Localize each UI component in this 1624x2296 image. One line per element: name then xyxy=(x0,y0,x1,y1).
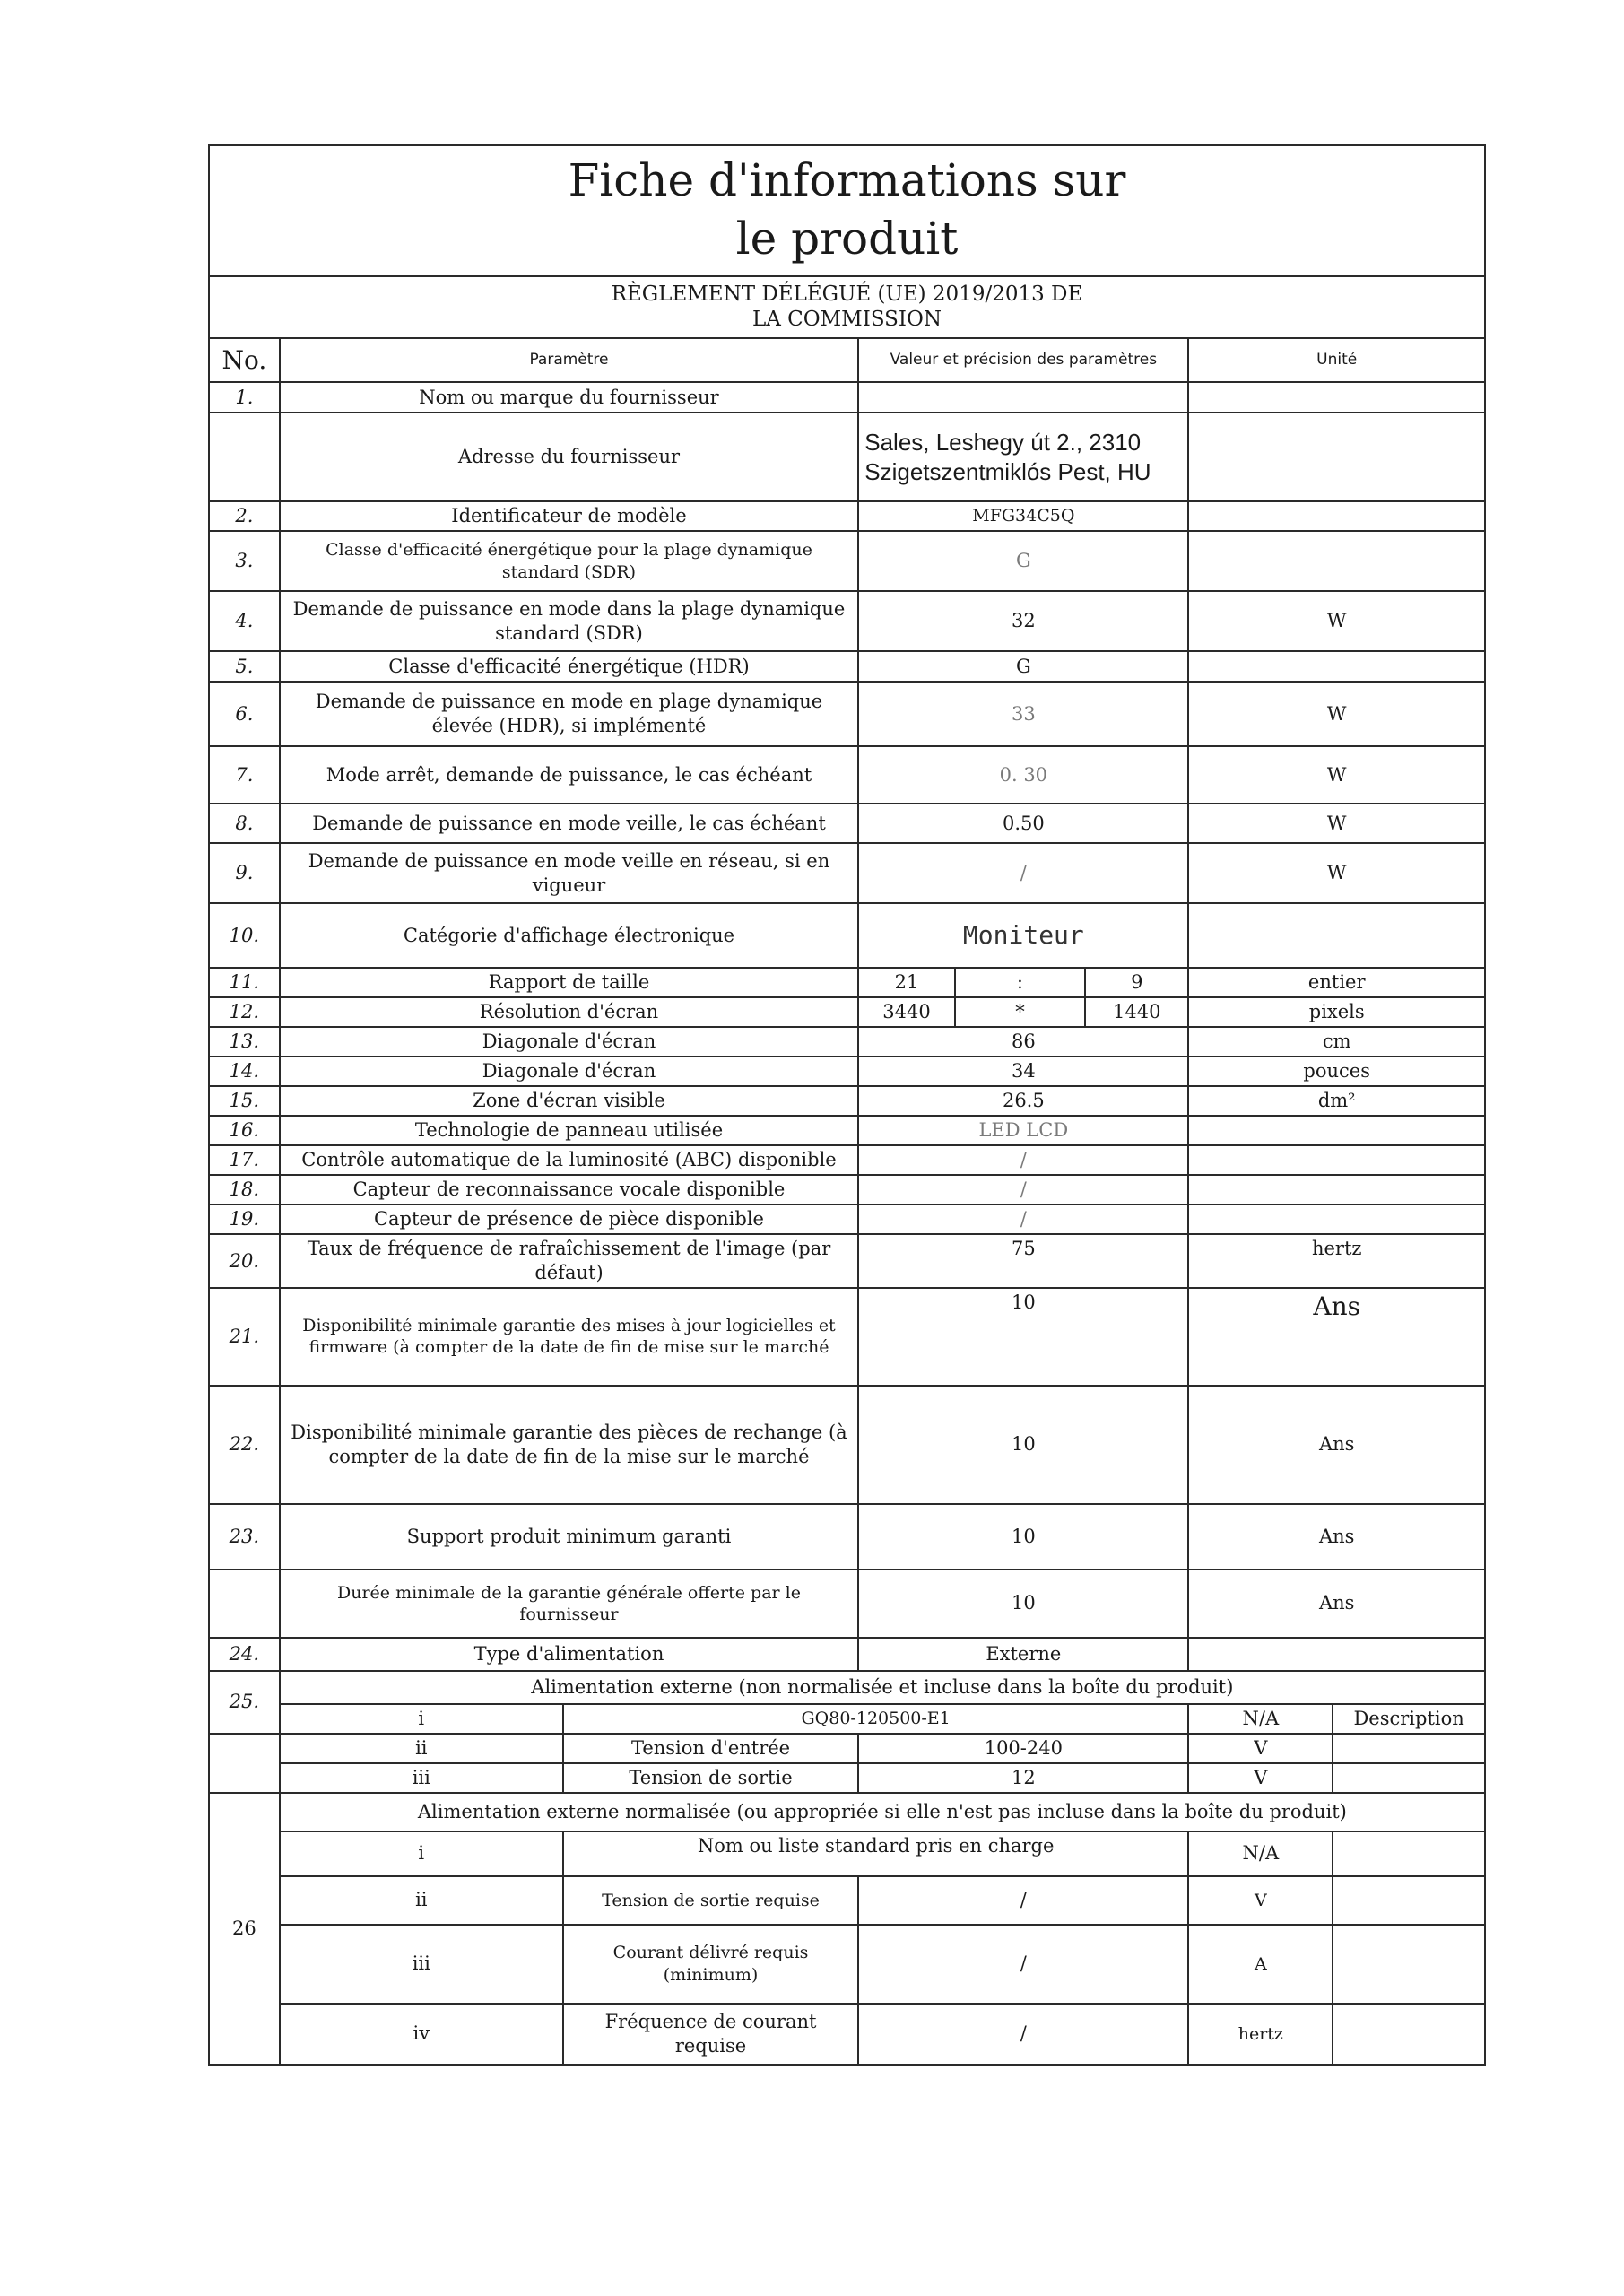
row-number xyxy=(209,1570,280,1638)
row-number: 11. xyxy=(209,968,280,997)
row-unit xyxy=(1188,1145,1485,1175)
row-unit xyxy=(1188,651,1485,682)
header-value: Valeur et précision des paramètres xyxy=(858,338,1188,382)
row-unit: W xyxy=(1188,591,1485,651)
row-parameter: Diagonale d'écran xyxy=(280,1027,859,1057)
sub-index: ii xyxy=(280,1876,563,1925)
row-value: / xyxy=(858,1205,1188,1234)
section-header: Alimentation externe normalisée (ou appropriée si elle n'est pas incluse dans la boîte du produit) xyxy=(280,1793,1485,1831)
row-number: 3. xyxy=(209,531,280,591)
header-unit: Unité xyxy=(1188,338,1485,382)
sub-unit: V xyxy=(1188,1876,1333,1925)
sub-extra xyxy=(1333,1876,1485,1925)
row-value: LED LCD xyxy=(858,1116,1188,1145)
row-unit: W xyxy=(1188,804,1485,843)
row-unit: Ans xyxy=(1188,1504,1485,1570)
sub-parameter: Fréquence de courant requise xyxy=(563,2004,858,2065)
row-parameter: Catégorie d'affichage électronique xyxy=(280,903,859,968)
row-number: 4. xyxy=(209,591,280,651)
row-unit: W xyxy=(1188,843,1485,903)
sub-value: 12 xyxy=(858,1763,1188,1793)
row-parameter: Disponibilité minimale garantie des mises à jour logicielles et firmware (à compter de la date de fin de mise sur le marché xyxy=(280,1288,859,1386)
row-parameter: Demande de puissance en mode veille, le cas échéant xyxy=(280,804,859,843)
aspect-ratio-separator: : xyxy=(955,968,1085,997)
row-unit: Ans xyxy=(1188,1288,1485,1386)
row-unit: Ans xyxy=(1188,1386,1485,1504)
row-number: 2. xyxy=(209,501,280,531)
row-unit: W xyxy=(1188,682,1485,746)
sub-unit: hertz xyxy=(1188,2004,1333,2065)
header-parameter: Paramètre xyxy=(280,338,859,382)
sub-value: 100-240 xyxy=(858,1734,1188,1763)
row-number: 8. xyxy=(209,804,280,843)
row-number: 26 xyxy=(209,1793,280,2065)
row-number: 9. xyxy=(209,843,280,903)
row-parameter: Identificateur de modèle xyxy=(280,501,859,531)
page-title: Fiche d'informations sur le produit xyxy=(568,154,1126,265)
row-parameter: Durée minimale de la garantie générale offerte par le fournisseur xyxy=(280,1570,859,1638)
sub-extra xyxy=(1333,1734,1485,1763)
sub-extra xyxy=(1333,1831,1485,1876)
row-value: 10 xyxy=(858,1570,1188,1638)
row-number: 1. xyxy=(209,382,280,413)
row-value: 0. 30 xyxy=(858,746,1188,804)
row-parameter: Technologie de panneau utilisée xyxy=(280,1116,859,1145)
row-parameter: Demande de puissance en mode dans la plage dynamique standard (SDR) xyxy=(280,591,859,651)
resolution-height: 1440 xyxy=(1085,997,1188,1027)
row-number: 20. xyxy=(209,1234,280,1288)
aspect-ratio-height: 9 xyxy=(1085,968,1188,997)
row-number: 5. xyxy=(209,651,280,682)
row-unit: pixels xyxy=(1188,997,1485,1027)
row-value: 34 xyxy=(858,1057,1188,1086)
header-no: No. xyxy=(209,338,280,382)
row-unit: pouces xyxy=(1188,1057,1485,1086)
row-unit: W xyxy=(1188,746,1485,804)
sub-extra: Description xyxy=(1333,1704,1485,1734)
row-unit: dm² xyxy=(1188,1086,1485,1116)
row-unit xyxy=(1188,413,1485,501)
row-value: 75 xyxy=(858,1234,1188,1288)
row-unit xyxy=(1188,903,1485,968)
model-identifier-value: MFG34C5Q xyxy=(858,501,1188,531)
row-parameter: Demande de puissance en mode en plage dynamique élevée (HDR), si implémenté xyxy=(280,682,859,746)
product-information-sheet xyxy=(208,144,1486,2066)
row-parameter: Adresse du fournisseur xyxy=(280,413,859,501)
sub-unit: A xyxy=(1188,1925,1333,2004)
sub-index: iv xyxy=(280,2004,563,2065)
sub-parameter: Courant délivré requis (minimum) xyxy=(563,1925,858,2004)
sub-index: ii xyxy=(280,1734,563,1763)
row-unit: cm xyxy=(1188,1027,1485,1057)
row-value: / xyxy=(858,1145,1188,1175)
row-value: 33 xyxy=(858,682,1188,746)
row-parameter: Mode arrêt, demande de puissance, le cas échéant xyxy=(280,746,859,804)
row-parameter: Taux de fréquence de rafraîchissement de l'image (par défaut) xyxy=(280,1234,859,1288)
row-number xyxy=(209,413,280,501)
row-number: 25. xyxy=(209,1671,280,1734)
row-number: 15. xyxy=(209,1086,280,1116)
resolution-separator: * xyxy=(955,997,1085,1027)
row-number: 10. xyxy=(209,903,280,968)
row-parameter: Support produit minimum garanti xyxy=(280,1504,859,1570)
sub-parameter: Nom ou liste standard pris en charge xyxy=(563,1831,1189,1876)
row-number: 6. xyxy=(209,682,280,746)
row-unit xyxy=(1188,1205,1485,1234)
row-value: 86 xyxy=(858,1027,1188,1057)
row-value: 26.5 xyxy=(858,1086,1188,1116)
row-parameter: Classe d'efficacité énergétique pour la plage dynamique standard (SDR) xyxy=(280,531,859,591)
sub-unit: V xyxy=(1188,1734,1333,1763)
row-parameter: Classe d'efficacité énergétique (HDR) xyxy=(280,651,859,682)
aspect-ratio-width: 21 xyxy=(858,968,955,997)
row-number: 18. xyxy=(209,1175,280,1205)
sub-unit: V xyxy=(1188,1763,1333,1793)
row-unit xyxy=(1188,382,1485,413)
sub-parameter: Tension de sortie requise xyxy=(563,1876,858,1925)
section-header: Alimentation externe (non normalisée et incluse dans la boîte du produit) xyxy=(280,1671,1485,1704)
row-parameter: Zone d'écran visible xyxy=(280,1086,859,1116)
sub-index: i xyxy=(280,1831,563,1876)
sub-index: i xyxy=(280,1704,563,1734)
row-number: 22. xyxy=(209,1386,280,1504)
resolution-width: 3440 xyxy=(858,997,955,1027)
row-parameter: Résolution d'écran xyxy=(280,997,859,1027)
row-value: 32 xyxy=(858,591,1188,651)
row-unit xyxy=(1188,1638,1485,1671)
sub-parameter: GQ80-120500-E1 xyxy=(563,1704,1189,1734)
row-value: 10 xyxy=(858,1504,1188,1570)
row-number: 17. xyxy=(209,1145,280,1175)
sub-value: / xyxy=(858,2004,1188,2065)
row-unit xyxy=(1188,501,1485,531)
row-parameter: Diagonale d'écran xyxy=(280,1057,859,1086)
row-number: 19. xyxy=(209,1205,280,1234)
sub-unit: N/A xyxy=(1188,1704,1333,1734)
row-value: Externe xyxy=(858,1638,1188,1671)
row-parameter: Demande de puissance en mode veille en réseau, si en vigueur xyxy=(280,843,859,903)
row-number: 23. xyxy=(209,1504,280,1570)
row-parameter: Rapport de taille xyxy=(280,968,859,997)
row-value: 10 xyxy=(858,1386,1188,1504)
regulation-subtitle: RÈGLEMENT DÉLÉGUÉ (UE) 2019/2013 DE LA COMMISSION xyxy=(611,283,1083,331)
row-value: / xyxy=(858,843,1188,903)
row-parameter: Capteur de reconnaissance vocale disponible xyxy=(280,1175,859,1205)
sub-unit: N/A xyxy=(1188,1831,1333,1876)
sub-value: / xyxy=(858,1876,1188,1925)
row-unit xyxy=(1188,1116,1485,1145)
row-value: G xyxy=(858,531,1188,591)
row-value xyxy=(858,382,1188,413)
row-number: 12. xyxy=(209,997,280,1027)
supplier-address-value: Sales, Leshegy út 2., 2310 Szigetszentmiklós Pest, HU xyxy=(858,413,1188,501)
row-unit: Ans xyxy=(1188,1570,1485,1638)
row-unit xyxy=(1188,531,1485,591)
row-value: 0.50 xyxy=(858,804,1188,843)
display-category-value: Moniteur xyxy=(858,903,1188,968)
row-number: 24. xyxy=(209,1638,280,1671)
sub-extra xyxy=(1333,2004,1485,2065)
row-value: / xyxy=(858,1175,1188,1205)
row-parameter: Disponibilité minimale garantie des pièces de rechange (à compter de la date de fin de la mise sur le marché xyxy=(280,1386,859,1504)
sub-parameter: Tension d'entrée xyxy=(563,1734,858,1763)
row-unit: hertz xyxy=(1188,1234,1485,1288)
sub-index: iii xyxy=(280,1925,563,2004)
row-number: 16. xyxy=(209,1116,280,1145)
sub-value: / xyxy=(858,1925,1188,2004)
row-number: 21. xyxy=(209,1288,280,1386)
row-parameter: Capteur de présence de pièce disponible xyxy=(280,1205,859,1234)
row-parameter: Type d'alimentation xyxy=(280,1638,859,1671)
row-number xyxy=(209,1734,280,1793)
row-parameter: Contrôle automatique de la luminosité (ABC) disponible xyxy=(280,1145,859,1175)
sub-parameter: Tension de sortie xyxy=(563,1763,858,1793)
row-value: G xyxy=(858,651,1188,682)
row-unit xyxy=(1188,1175,1485,1205)
sub-extra xyxy=(1333,1925,1485,2004)
row-parameter: Nom ou marque du fournisseur xyxy=(280,382,859,413)
row-number: 13. xyxy=(209,1027,280,1057)
row-unit: entier xyxy=(1188,968,1485,997)
regulation-cell xyxy=(209,276,1485,338)
row-number: 7. xyxy=(209,746,280,804)
title-cell xyxy=(209,145,1485,276)
row-value: 10 xyxy=(858,1288,1188,1386)
sub-index: iii xyxy=(280,1763,563,1793)
sub-extra xyxy=(1333,1763,1485,1793)
row-number: 14. xyxy=(209,1057,280,1086)
